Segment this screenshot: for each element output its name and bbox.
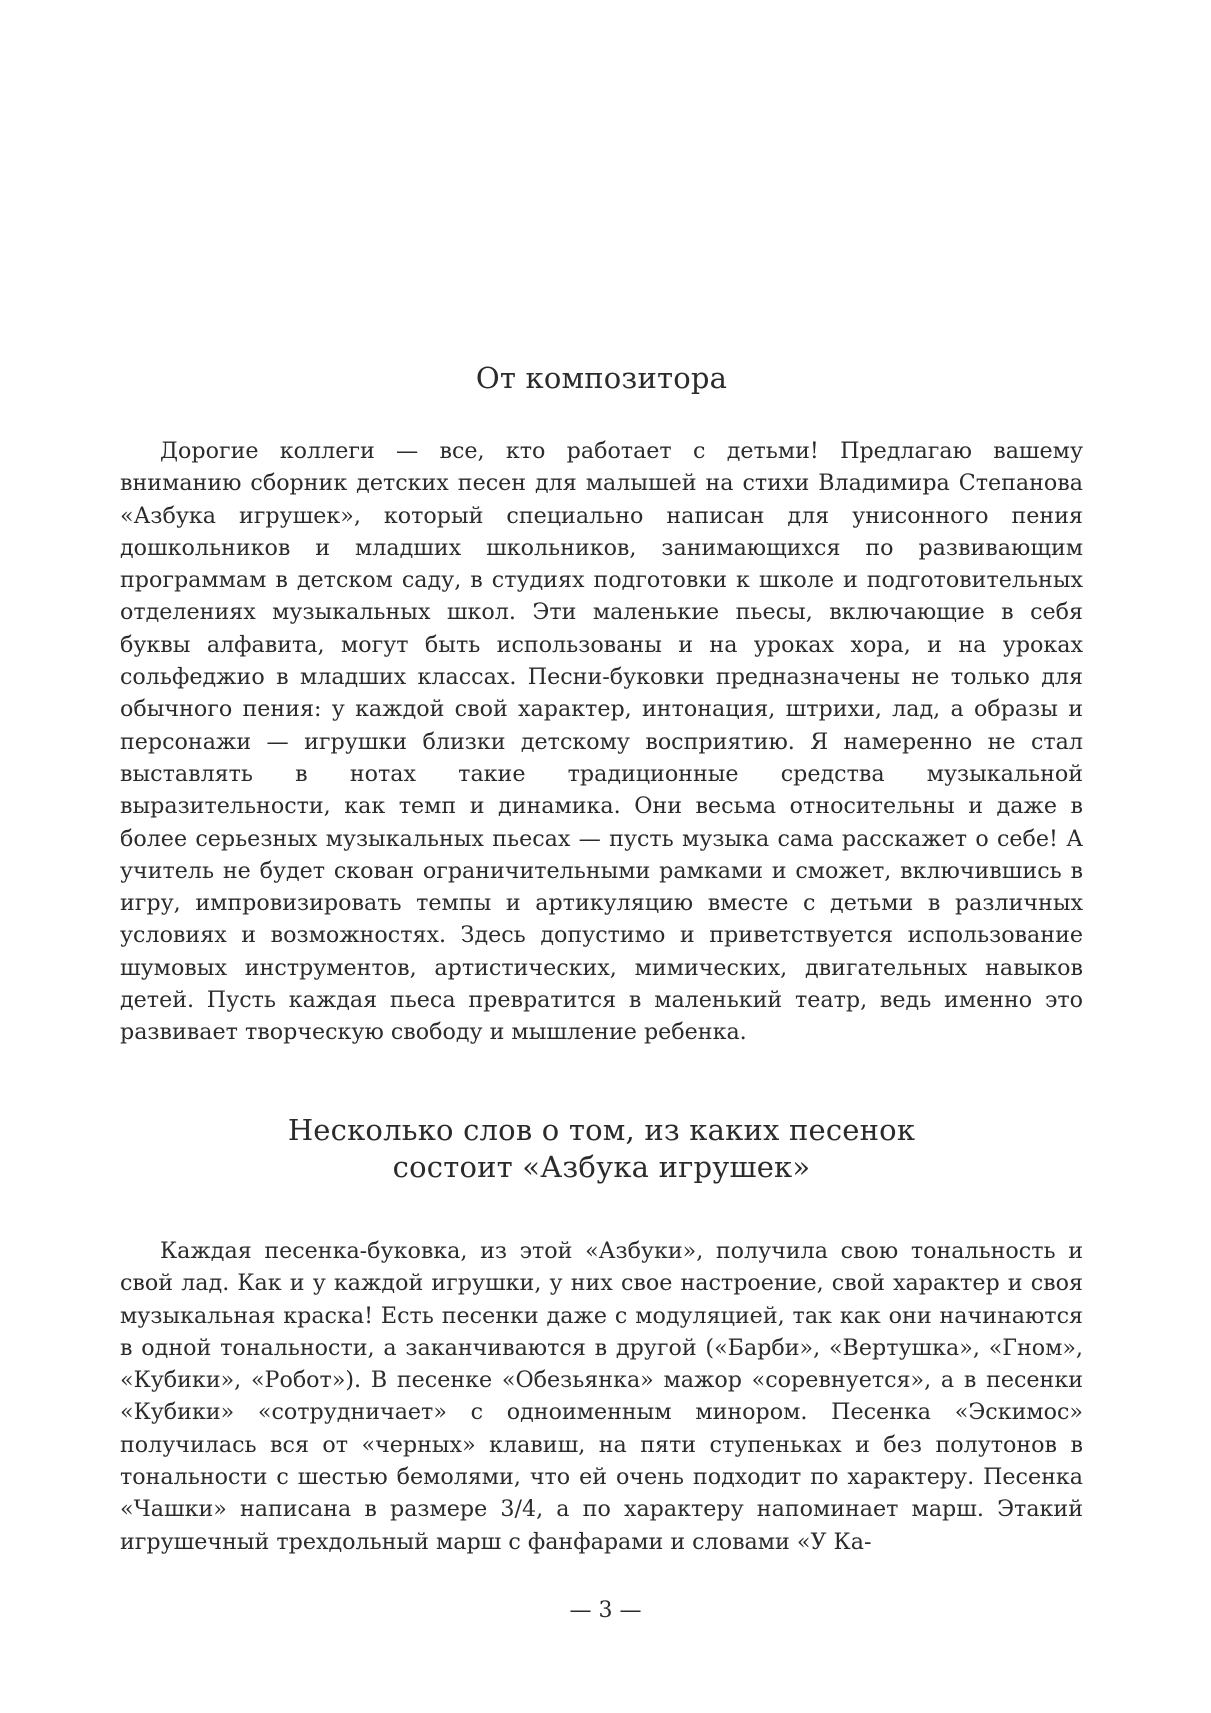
composer-foreword-paragraph: Дорогие коллеги — все, кто работает с детьми! Предлагаю вашему вниманию сборник детских песен для малышей на стихи Владимира Степанова «Азбука игрушек», который специально написан для унисонного пения дошкольников и младших школьников, занимающихся по развивающим программам в детском саду, в студиях подготовки к школе и подготовительных отделениях музыкальных школ. Эти маленькие пьесы, включающие в себя буквы алфавита, могут быть использованы и на уроках хора, и на уроках сольфеджио в младших классах. Песни-буковки предназначены не только для обычного пения: у каждой свой характер, интонация, штрихи, лад, а образы и персонажи — игрушки близки детскому восприятию. Я намеренно не стал выставлять в нотах такие традиционные средства музыкальной выразительности, как темп и динамика. Они весьма относительны и даже в более серьезных музыкальных пьесах — пусть музыка сама расскажет о себе! А учитель не будет скован ограничительными рамками и сможет, включившись в игру, импровизировать темпы и артикуляцию вместе с детьми в различных условиях и возможностях. Здесь допустимо и приветствуется использование шумовых инструментов, артистических, мимических, двигательных навыков детей. Пусть каждая пьеса превратится в маленький театр, ведь именно это развивает творческую свободу и мышление ребенка. — [120, 438, 1083, 1046]
section-title-about-songs — [120, 1112, 1083, 1186]
section-title-line-2: состоит «Азбука игрушек» — [392, 1150, 811, 1184]
songs-description-paragraph: Каждая песенка-буковка, из этой «Азбуки», получила свою тональность и свой лад. Как и у каждой игрушки, у них свое настроение, свой характер и своя музыкальная краска! Есть песенки даже с модуляцией, так как они начинаются в одной тональности, а заканчиваются в другой («Барби», «Вертушка», «Гном», «Кубики», «Робот»). В песенке «Обезьянка» мажор «соревнуется», а в песенки «Кубики» «сотрудничает» с одноименным минором. Песенка «Эскимос» получилась вся от «черных» клавиш, на пяти ступеньках и без полутонов в тональности с шестью бемолями, что ей очень подходит по характеру. Песенка «Чашки» написана в размере 3/4, а по характеру напоминает марш. Этакий игрушечный трехдольный марш с фанфарами и словами «У Ка- — [120, 1238, 1083, 1555]
page-number: — 3 — — [569, 1598, 642, 1623]
section-title-line-1: Несколько слов о том, из каких песенок — [287, 1113, 916, 1147]
section-title-from-composer: От композитора — [475, 361, 728, 395]
